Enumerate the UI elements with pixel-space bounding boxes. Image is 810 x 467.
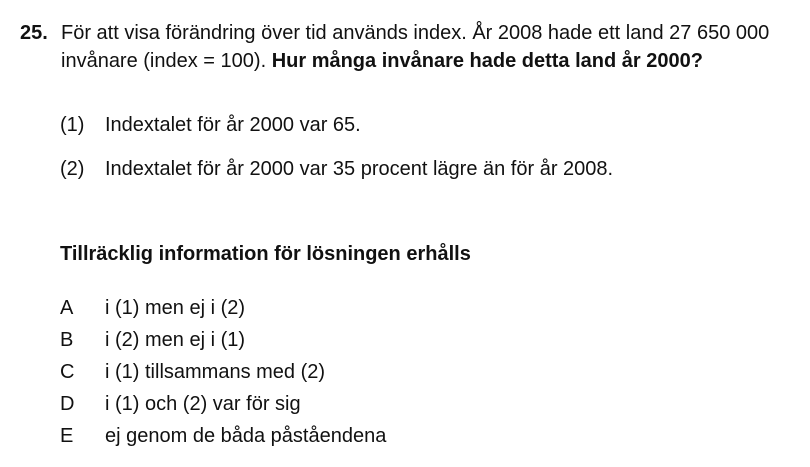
option-a[interactable] (60, 294, 245, 322)
option-letter: E (60, 425, 74, 447)
option-b[interactable] (60, 326, 245, 354)
option-c[interactable] (60, 358, 325, 386)
statement-2 (60, 155, 613, 183)
option-text: i (1) tillsammans med (2) (105, 361, 326, 383)
question-block (20, 19, 800, 75)
option-letter: A (60, 297, 74, 319)
question-number: 25. (20, 22, 48, 44)
question-text (61, 19, 800, 75)
option-d[interactable] (60, 390, 301, 418)
option-letter: C (60, 361, 75, 383)
option-e[interactable] (60, 422, 386, 450)
option-text: i (2) men ej i (1) (105, 329, 246, 351)
statement-number: (2) (60, 158, 85, 180)
option-letter: D (60, 393, 75, 415)
option-text: i (1) men ej i (2) (105, 297, 246, 319)
option-text: ej genom de båda påståendena (105, 425, 387, 447)
statement-text: Indextalet för år 2000 var 65. (105, 114, 361, 136)
instruction-heading: Tillräcklig information för lösningen erhålls (60, 243, 471, 265)
option-text: i (1) och (2) var för sig (105, 393, 301, 415)
option-letter: B (60, 329, 74, 351)
statement-number: (1) (60, 114, 85, 136)
question-text-line-2 (61, 47, 800, 75)
statement-1 (60, 111, 361, 139)
question-text-bold: Hur många invånare hade detta land år 2000? (271, 50, 703, 72)
question-text-normal: invånare (index = 100). (61, 50, 272, 72)
statement-text: Indextalet för år 2000 var 35 procent lägre än för år 2008. (105, 158, 614, 180)
question-text-line-1: För att visa förändring över tid används index. År 2008 hade ett land 27 650 000 (61, 22, 770, 44)
